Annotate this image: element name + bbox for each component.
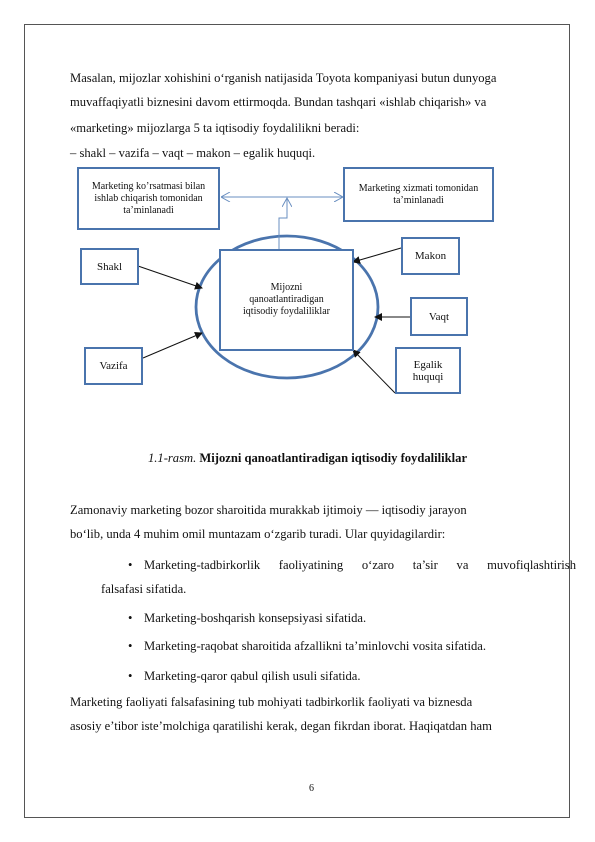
bullet-icon: •	[128, 611, 133, 625]
figure-number: 1.1-rasm.	[147, 451, 197, 465]
figure-title: Mijozni qanoatlantiradigan iqtisodiy foydaliliklar	[199, 451, 468, 465]
bullet-1-line1: Marketing-tadbirkorlik faoliyatining o‘zaro ta’sir va muvofiqlashtirish	[144, 558, 576, 572]
arrow-egalik	[353, 350, 395, 393]
arrow-vazifa	[143, 333, 202, 358]
bullet-icon: •	[128, 639, 133, 653]
bullet-icon: •	[128, 558, 133, 572]
paragraph1-line2: muvaffaqiyatli biznesini davom ettirmoqda. Bundan tashqari «ishlab chiqarish» va	[70, 95, 487, 109]
arrow-makon	[353, 248, 401, 262]
bullet-1-line2: falsafasi sifatida.	[101, 582, 187, 596]
box-production-line3: ta’minlanadi	[123, 204, 174, 216]
box-makon-label: Makon	[414, 250, 447, 262]
box-production-line2: ishlab chiqarish tomonidan	[94, 192, 203, 204]
box-shakl-label: Shakl	[96, 260, 123, 273]
box-production	[77, 167, 220, 230]
center-line3: iqtisodiy foydaliliklar	[243, 306, 330, 317]
figure-caption	[0, 451, 595, 466]
box-egalik-line2: huquqi	[412, 370, 444, 383]
center-line1: Mijozni	[270, 282, 303, 293]
box-vazifa-label: Vazifa	[99, 360, 128, 372]
box-egalik-line1: Egalik	[413, 358, 443, 371]
paragraph3-line1: Marketing faoliyati falsafasining tub mohiyati tadbirkorlik faoliyati va biznesda	[70, 695, 473, 709]
paragraph2-line2: bo‘lib, unda 4 muhim omil muntazam o‘zgarib turadi. Ular quyidagilardir:	[70, 527, 446, 541]
paragraph1-line3: «marketing» mijozlarga 5 ta iqtisodiy foydalilikni beradi:	[70, 121, 360, 135]
box-vaqt-label: Vaqt	[428, 310, 450, 323]
box-marketing-service-line1: Marketing xizmati tomonidan	[358, 182, 479, 194]
page-number: 6	[309, 783, 314, 794]
box-marketing-service	[343, 167, 494, 222]
arrow-shakl	[138, 266, 202, 288]
box-production-line1: Marketing ko’rsatmasi bilan	[91, 180, 206, 192]
bullet-4-text: Marketing-qaror qabul qilish usuli sifatida.	[144, 669, 361, 683]
paragraph3-line2: asosiy e’tibor iste’molchiga qaratilishi kerak, degan fikrdan iborat. Haqiqatdan ham	[70, 719, 492, 733]
bullet-2-text: Marketing-boshqarish konsepsiyasi sifatida.	[144, 611, 367, 625]
center-line2: qanoatlantiradigan	[249, 294, 324, 305]
box-egalik	[395, 347, 461, 394]
paragraph1-line4: – shakl – vazifa – vaqt – makon – egalik huquqi.	[70, 146, 316, 160]
box-shakl	[80, 248, 139, 285]
box-vaqt	[410, 297, 468, 336]
box-vazifa	[84, 347, 143, 385]
paragraph2-line1: Zamonaviy marketing bozor sharoitida murakkab ijtimoiy — iqtisodiy jarayon	[70, 503, 467, 517]
bullet-icon: •	[128, 669, 133, 683]
box-makon	[401, 237, 460, 275]
box-marketing-service-line2: ta’minlanadi	[393, 194, 444, 206]
box-center-utilities	[219, 249, 354, 351]
bullet-3-text: Marketing-raqobat sharoitida afzallikni ta’minlovchi vosita sifatida.	[144, 639, 487, 653]
paragraph1-line1: Masalan, mijozlar xohishini o‘rganish natijasida Toyota kompaniyasi butun dunyoga	[70, 71, 497, 85]
center-connector	[279, 198, 287, 249]
